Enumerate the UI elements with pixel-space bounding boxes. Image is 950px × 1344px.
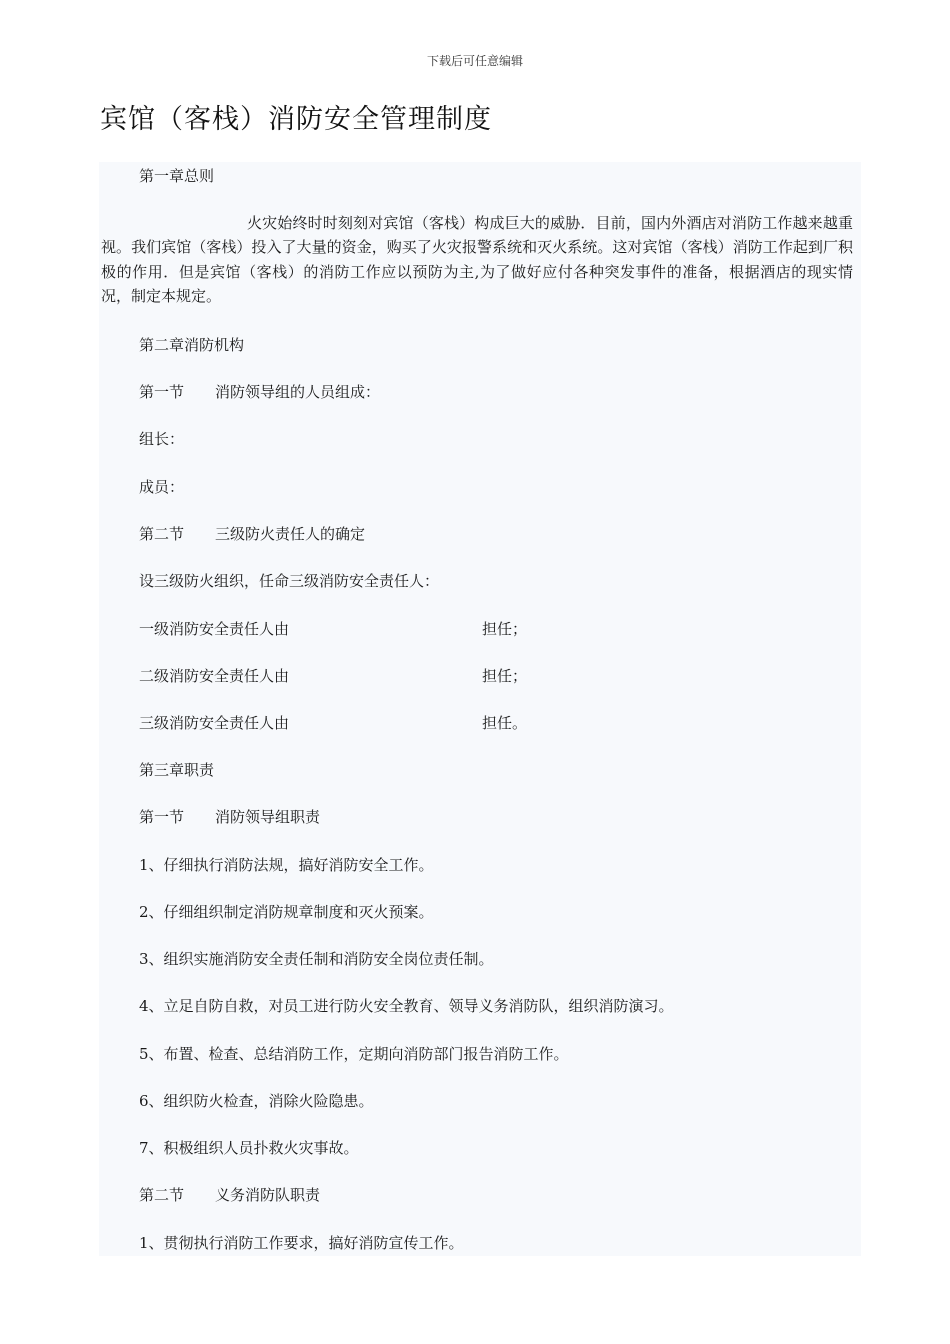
duty-item: 1、仔细执行消防法规，搞好消防安全工作。 <box>139 856 434 874</box>
section-heading <box>139 805 320 829</box>
section-heading <box>139 380 380 404</box>
responsible-suffix: 担任； <box>482 667 528 685</box>
chapter-heading: 第二章消防机构 <box>139 336 245 354</box>
duty-item: 6、组织防火检查，消除火险隐患。 <box>139 1092 374 1110</box>
section-title: 三级防火责任人的确定 <box>215 525 366 543</box>
leader-line: 组长： <box>139 430 185 448</box>
duty-item: 4、立足自防自救，对员工进行防火安全教育、领导义务消防队，组织消防演习。 <box>139 997 674 1015</box>
section-title: 义务消防队职责 <box>215 1186 321 1204</box>
section-number: 第一节 <box>139 383 185 401</box>
setup-line: 设三级防火组织，任命三级消防安全责任人： <box>139 572 440 590</box>
responsible-suffix: 担任。 <box>482 714 528 732</box>
responsible-suffix: 担任； <box>482 620 528 638</box>
document-title: 宾馆（客栈）消防安全管理制度 <box>100 104 492 135</box>
duty-item: 5、布置、检查、总结消防工作，定期向消防部门报告消防工作。 <box>139 1045 569 1063</box>
section-number: 第二节 <box>139 525 185 543</box>
section-title: 消防领导组职责 <box>215 808 321 826</box>
intro-paragraph: 火灾始终时时刻刻对宾馆（客栈）构成巨大的威胁．目前，国内外酒店对消防工作越来越重视。我们宾馆（客栈）投入了大量的资金，购买了火灾报警系统和灭火系统。这对宾馆（客栈）消防工作起到厂积极的作用．但是宾馆（客栈）的消防工作应以预防为主,为了做好应付各种突发事件的准备，根据酒店的现实情况，制定本规定。 <box>101 214 853 305</box>
responsible-row <box>139 617 527 641</box>
section-heading <box>139 1183 320 1207</box>
responsible-label: 三级消防安全责任人由 <box>139 714 290 732</box>
section-heading <box>139 522 365 546</box>
section-number: 第一节 <box>139 808 185 826</box>
duty-item: 3、组织实施消防安全责任制和消防安全岗位责任制。 <box>139 950 494 968</box>
section-number: 第二节 <box>139 1186 185 1204</box>
team-duty-item: 1、贯彻执行消防工作要求，搞好消防宣传工作。 <box>139 1234 464 1252</box>
members-line: 成员： <box>139 478 185 496</box>
responsible-label: 一级消防安全责任人由 <box>139 620 290 638</box>
section-title: 消防领导组的人员组成： <box>215 383 381 401</box>
chapter-heading: 第一章总则 <box>139 167 215 185</box>
responsible-row <box>139 711 527 735</box>
duty-item: 7、积极组织人员扑救火灾事故。 <box>139 1139 359 1157</box>
duty-item: 2、仔细组织制定消防规章制度和灭火预案。 <box>139 903 434 921</box>
chapter-heading: 第三章职责 <box>139 761 215 779</box>
responsible-label: 二级消防安全责任人由 <box>139 667 290 685</box>
responsible-row <box>139 664 527 688</box>
header-note: 下载后可任意编辑 <box>426 54 523 68</box>
